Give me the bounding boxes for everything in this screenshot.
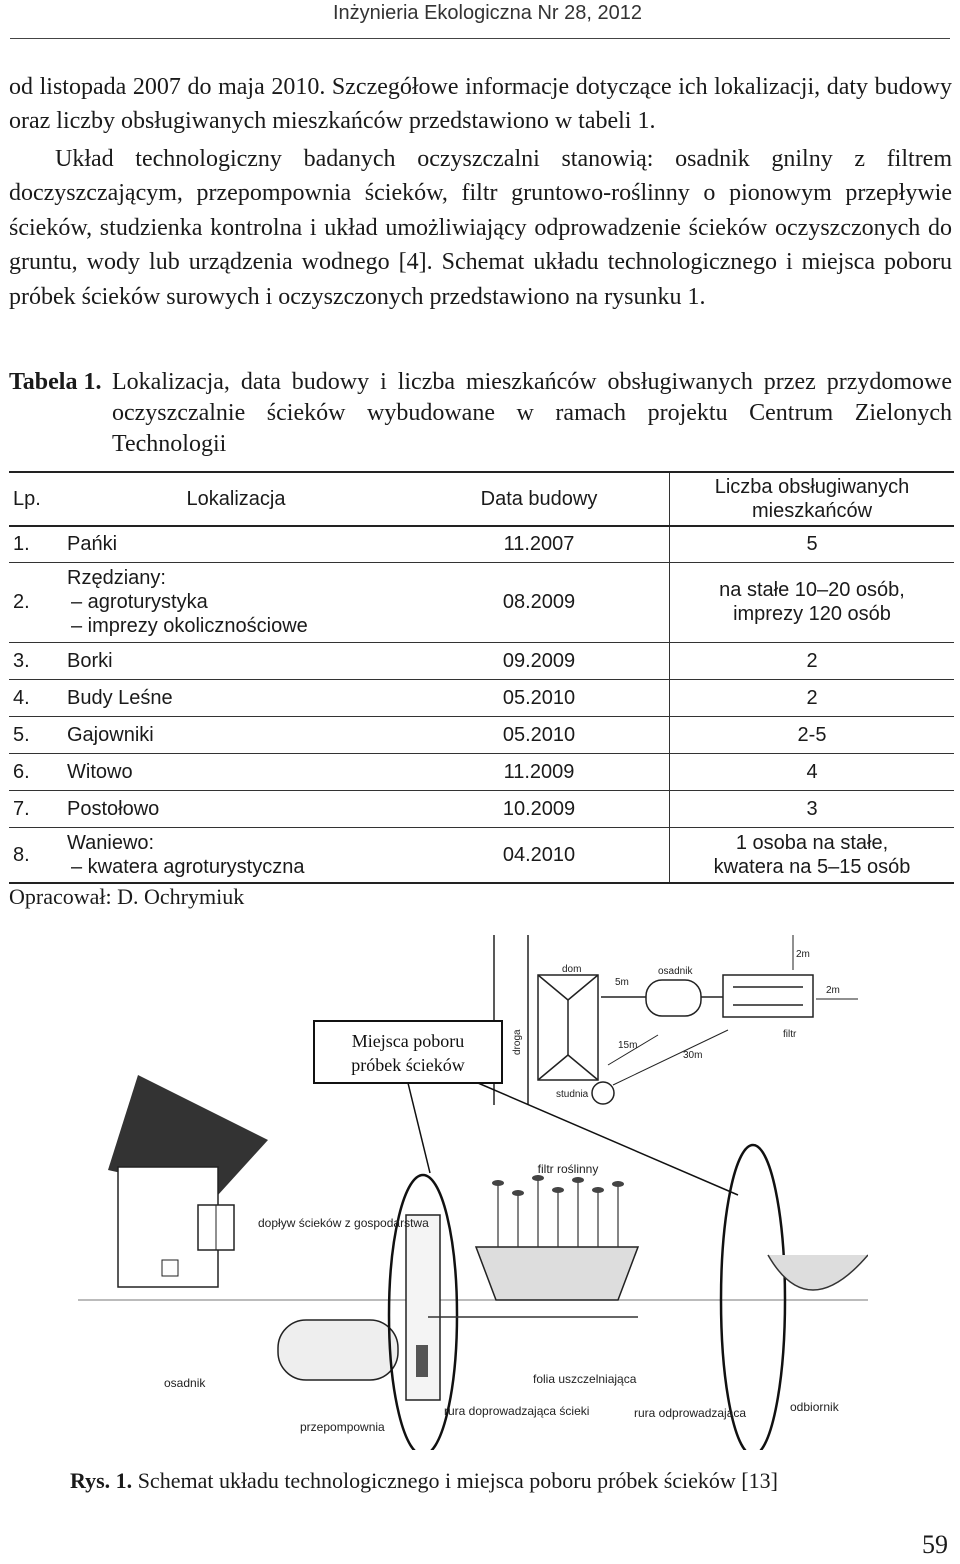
label-sealing-foil: folia uszczelniająca <box>533 1372 637 1386</box>
header-location: Lokalizacja <box>63 472 409 526</box>
table-row <box>9 790 954 827</box>
cell-residents <box>670 827 955 883</box>
plan-label-road: droga <box>512 1029 523 1055</box>
header-date: Data budowy <box>409 472 670 526</box>
plan-label-5m: 5m <box>615 977 629 988</box>
filter-plants <box>498 1175 618 1247</box>
location-sub: – imprezy okolicznościowe <box>71 615 308 637</box>
figure-caption <box>70 1468 778 1494</box>
label-outflow-pipe: rura odprowadzająca <box>634 1406 747 1420</box>
table-caption-label: Tabela 1. <box>9 369 102 395</box>
plan-well <box>592 1082 614 1104</box>
cell-lp: 6. <box>9 753 63 790</box>
label-inflow-pipe: rura doprowadzająca ścieki <box>444 1404 590 1418</box>
label-pump-station: przepompownia <box>300 1420 385 1434</box>
plan-label-house: dom <box>562 964 582 975</box>
cell-lp: 4. <box>9 679 63 716</box>
plan-label-2m-horizontal: 2m <box>826 985 840 996</box>
figure-caption-text: Schemat układu technologicznego i miejsca poboru próbek ścieków [13] <box>137 1468 778 1493</box>
location-sub: – kwatera agroturystyczna <box>71 855 305 878</box>
running-head: Inżynieria Ekologiczna Nr 28, 2012 <box>332 2 642 24</box>
plan-label-15m: 15m <box>618 1040 638 1051</box>
table-row <box>9 827 954 883</box>
cell-date: 11.2009 <box>409 753 670 790</box>
cell-lp: 5. <box>9 716 63 753</box>
plan-view <box>494 935 858 1105</box>
header-rule <box>10 38 950 39</box>
cell-date: 08.2009 <box>409 562 670 642</box>
plan-roof-line <box>538 975 568 1000</box>
header-lp: Lp. <box>9 472 63 526</box>
table-source-note: Opracował: D. Ochrymiuk <box>9 884 245 909</box>
residents-line: kwatera na 5–15 osób <box>713 855 911 878</box>
plan-label-settler: osadnik <box>658 966 693 977</box>
cell-residents: 2 <box>670 642 955 679</box>
sampling-point-ellipse-right <box>721 1145 785 1450</box>
section-settling-tank <box>278 1320 398 1380</box>
table-caption-text: Lokalizacja, data budowy i liczba mieszkańców obsługiwanych przez przydomowe oczyszczalnie ścieków wybudowane w ramach projektu Centrum Zielonych Technologii <box>112 369 952 457</box>
section-receiver <box>768 1255 868 1290</box>
cell-date: 11.2007 <box>409 526 670 562</box>
cell-date: 05.2010 <box>409 679 670 716</box>
cell-lp: 7. <box>9 790 63 827</box>
label-receiver: odbiornik <box>790 1400 839 1414</box>
plan-label-well: studnia <box>556 1089 589 1100</box>
label-plant-filter: filtr roślinny <box>537 1162 599 1176</box>
system-schematic-figure <box>78 925 868 1450</box>
header-residents: Liczba obsługiwanych mieszkańców <box>670 472 955 526</box>
cell-date: 09.2009 <box>409 642 670 679</box>
plan-roof-line <box>538 1055 568 1080</box>
table-row <box>9 753 954 790</box>
label-inflow: dopływ ścieków z gospodarstwa <box>258 1216 429 1230</box>
plan-dim-30m <box>613 1030 728 1085</box>
sampling-callout-text-line: Miejsca poboru <box>351 1031 465 1051</box>
page-number: 59 <box>922 1530 948 1559</box>
cell-date: 05.2010 <box>409 716 670 753</box>
cell-residents <box>670 562 955 642</box>
cell-location: Pańki <box>63 526 409 562</box>
plan-settling-tank <box>646 980 701 1016</box>
plan-label-30m: 30m <box>683 1050 703 1061</box>
table-row <box>9 642 954 679</box>
table-row <box>9 716 954 753</box>
residents-line: imprezy 120 osób <box>733 603 891 625</box>
cell-residents: 4 <box>670 753 955 790</box>
cell-lp: 3. <box>9 642 63 679</box>
cell-location: Gajowniki <box>63 716 409 753</box>
plan-label-filter: filtr <box>783 1029 797 1040</box>
residents-line: na stałe 10–20 osób, <box>719 579 905 601</box>
table-header-row <box>9 472 954 526</box>
cell-location: Witowo <box>63 753 409 790</box>
plan-roof-line <box>568 1055 598 1080</box>
cell-lp: 2. <box>9 562 63 642</box>
table-row <box>9 562 954 642</box>
sampling-callout-text-line: próbek ścieków <box>351 1055 465 1075</box>
body-paragraph-2: Układ technologiczny badanych oczyszczalni stanowią: osadnik gnilny z filtrem doczyszczającym, przepompownia ścieków, filtr gruntowo-roślinny o pionowym przepływie ścieków, studzienka kontrolna i układ umożliwiający odprowadzenie ścieków oczyszczonych do gruntu, wody lub urządzenia wodnego [4]. Schemat układu technologicznego i miejsca poboru próbek ścieków surowych i oczyszczonych przedstawiono na rysunku 1. <box>9 146 952 310</box>
plan-filter-bed <box>723 975 813 1017</box>
table-row <box>9 526 954 562</box>
cell-lp: 1. <box>9 526 63 562</box>
cell-location: Budy Leśne <box>63 679 409 716</box>
cell-location: Borki <box>63 642 409 679</box>
callout-pointer-left <box>408 1083 430 1173</box>
data-table <box>9 471 954 884</box>
body-paragraph-1: od listopada 2007 do maja 2010. Szczegółowe informacje dotyczące ich lokalizacji, daty budowy oraz liczby obsługiwanych mieszkańców przedstawiono w tabeli 1. <box>9 74 952 135</box>
plant-leaves <box>492 1175 624 1196</box>
cell-residents: 5 <box>670 526 955 562</box>
label-settling-tank: osadnik <box>164 1376 206 1390</box>
table-caption <box>9 367 952 460</box>
location-name: Waniewo: <box>67 831 155 854</box>
plan-label-2m-vertical: 2m <box>796 949 810 960</box>
section-plant-filter-bed <box>476 1247 638 1300</box>
location-name: Rzędziany: <box>67 567 166 589</box>
cell-location: Postołowo <box>63 790 409 827</box>
cell-lp: 8. <box>9 827 63 883</box>
callout-pointer-right <box>478 1083 738 1195</box>
cell-location <box>63 562 409 642</box>
cell-residents: 2 <box>670 679 955 716</box>
cell-date: 04.2010 <box>409 827 670 883</box>
location-sub: – agroturystyka <box>71 591 208 613</box>
figure-caption-label: Rys. 1. <box>70 1468 133 1493</box>
cell-location <box>63 827 409 883</box>
cell-residents: 2-5 <box>670 716 955 753</box>
pump <box>416 1345 428 1377</box>
table-row <box>9 679 954 716</box>
cell-date: 10.2009 <box>409 790 670 827</box>
cell-residents: 3 <box>670 790 955 827</box>
plan-roof-line <box>568 975 598 1000</box>
residents-line: 1 osoba na stałe, <box>735 831 889 854</box>
house <box>108 1075 268 1287</box>
